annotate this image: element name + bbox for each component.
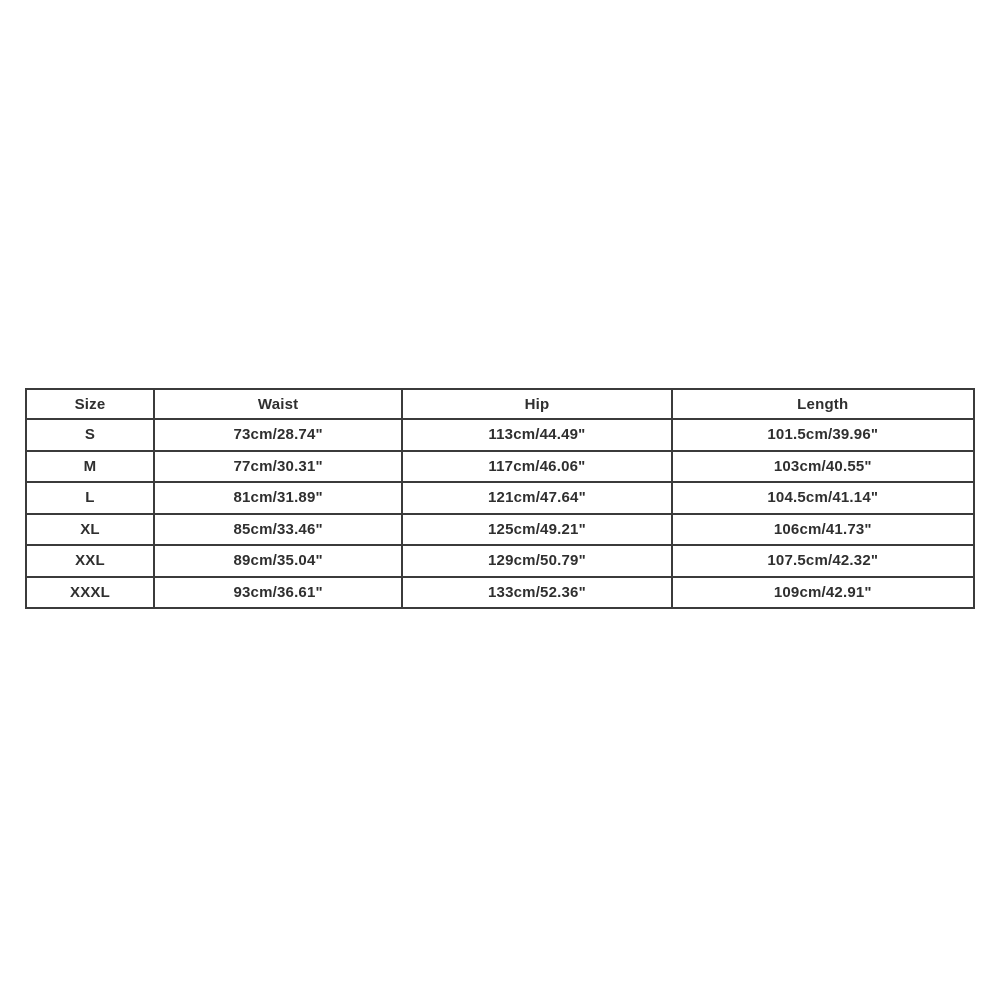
column-header-waist: Waist — [154, 389, 402, 419]
length-cell: 104.5cm/41.14" — [672, 482, 974, 514]
size-cell: L — [26, 482, 154, 514]
hip-cell: 129cm/50.79" — [402, 545, 671, 577]
table-row — [26, 577, 974, 609]
column-header-length: Length — [672, 389, 974, 419]
table-row — [26, 514, 974, 546]
hip-cell: 121cm/47.64" — [402, 482, 671, 514]
length-cell: 109cm/42.91" — [672, 577, 974, 609]
length-cell: 107.5cm/42.32" — [672, 545, 974, 577]
hip-cell: 117cm/46.06" — [402, 451, 671, 483]
length-cell: 101.5cm/39.96" — [672, 419, 974, 451]
length-cell: 103cm/40.55" — [672, 451, 974, 483]
table-row — [26, 419, 974, 451]
header-row — [26, 389, 974, 419]
table-row — [26, 545, 974, 577]
length-cell: 106cm/41.73" — [672, 514, 974, 546]
waist-cell: 93cm/36.61" — [154, 577, 402, 609]
column-header-hip: Hip — [402, 389, 671, 419]
size-cell: XXL — [26, 545, 154, 577]
size-cell: XXXL — [26, 577, 154, 609]
size-cell: S — [26, 419, 154, 451]
size-cell: M — [26, 451, 154, 483]
waist-cell: 73cm/28.74" — [154, 419, 402, 451]
waist-cell: 89cm/35.04" — [154, 545, 402, 577]
waist-cell: 77cm/30.31" — [154, 451, 402, 483]
waist-cell: 81cm/31.89" — [154, 482, 402, 514]
column-header-size: Size — [26, 389, 154, 419]
waist-cell: 85cm/33.46" — [154, 514, 402, 546]
table-row — [26, 451, 974, 483]
hip-cell: 113cm/44.49" — [402, 419, 671, 451]
size-cell: XL — [26, 514, 154, 546]
hip-cell: 125cm/49.21" — [402, 514, 671, 546]
size-chart-table — [25, 388, 975, 609]
hip-cell: 133cm/52.36" — [402, 577, 671, 609]
table-row — [26, 482, 974, 514]
